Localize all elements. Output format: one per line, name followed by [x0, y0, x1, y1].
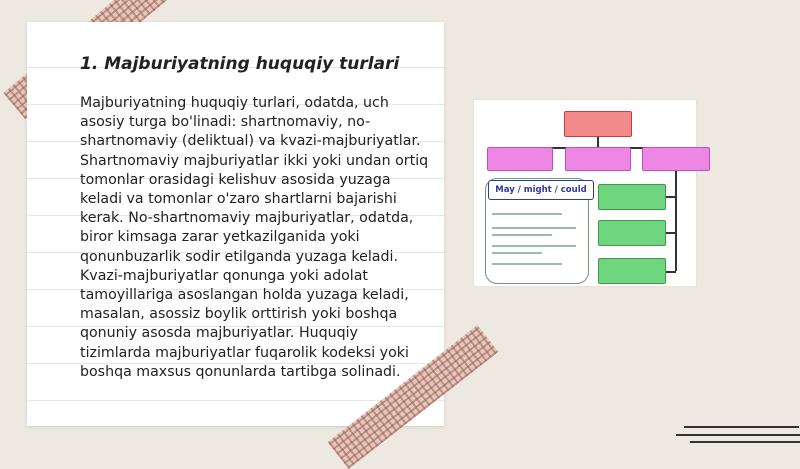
example-line-1 — [492, 213, 562, 215]
category-node-right — [642, 147, 710, 171]
example-line-4 — [492, 245, 576, 247]
decorative-line-1 — [684, 426, 799, 428]
root-node — [564, 111, 632, 137]
connector-root-down — [597, 136, 599, 147]
decorative-line-3 — [690, 441, 800, 443]
decorative-lines — [676, 422, 800, 448]
example-line-6 — [492, 263, 562, 265]
modal-verbs-diagram-image — [474, 100, 696, 286]
green-node-2 — [598, 220, 666, 246]
decorative-line-2 — [676, 434, 800, 436]
slide-body-text: Majburiyatning huquqiy turlari, odatda, uch asosiy turga bo'linadi: shartnomaviy, no-shartnomaviy (deliktual) va kvazi-majburiyatlar. Shartnomaviy majburiyatlar ikki yoki undan ortiq tomonlar orasidagi kelishuv asosida yuzaga keladi va tomonlar o'zaro shartlarni bajarishi kerak. No-shartnomaviy majburiyatlar, odatda, biror kimsaga zarar yetkazilganida yoki qonunbuzarlik sodir etilganda yuzaga keladi. Kvazi-majburiyatlar qonunga yoki adolat tamoyillariga asoslangan holda yuzaga keladi, masalan, asossiz boylik orttirish yoki boshqa qonuniy asosda majburiyatlar. Huquqiy tizimlarda majburiyatlar fuqarolik kodeksi yoki boshqa maxsus qonunlarda tartibga solinadi. — [80, 95, 429, 380]
callout-heading: May / might / could — [488, 180, 594, 200]
green-node-3 — [598, 258, 666, 284]
category-node-middle — [565, 147, 631, 171]
category-node-left — [487, 147, 553, 171]
example-line-5 — [492, 252, 542, 254]
example-line-2 — [492, 227, 576, 229]
green-node-1 — [598, 184, 666, 210]
slide-title: 1. Majburiyatning huquqiy turlari — [80, 54, 400, 74]
example-line-3 — [492, 234, 552, 236]
